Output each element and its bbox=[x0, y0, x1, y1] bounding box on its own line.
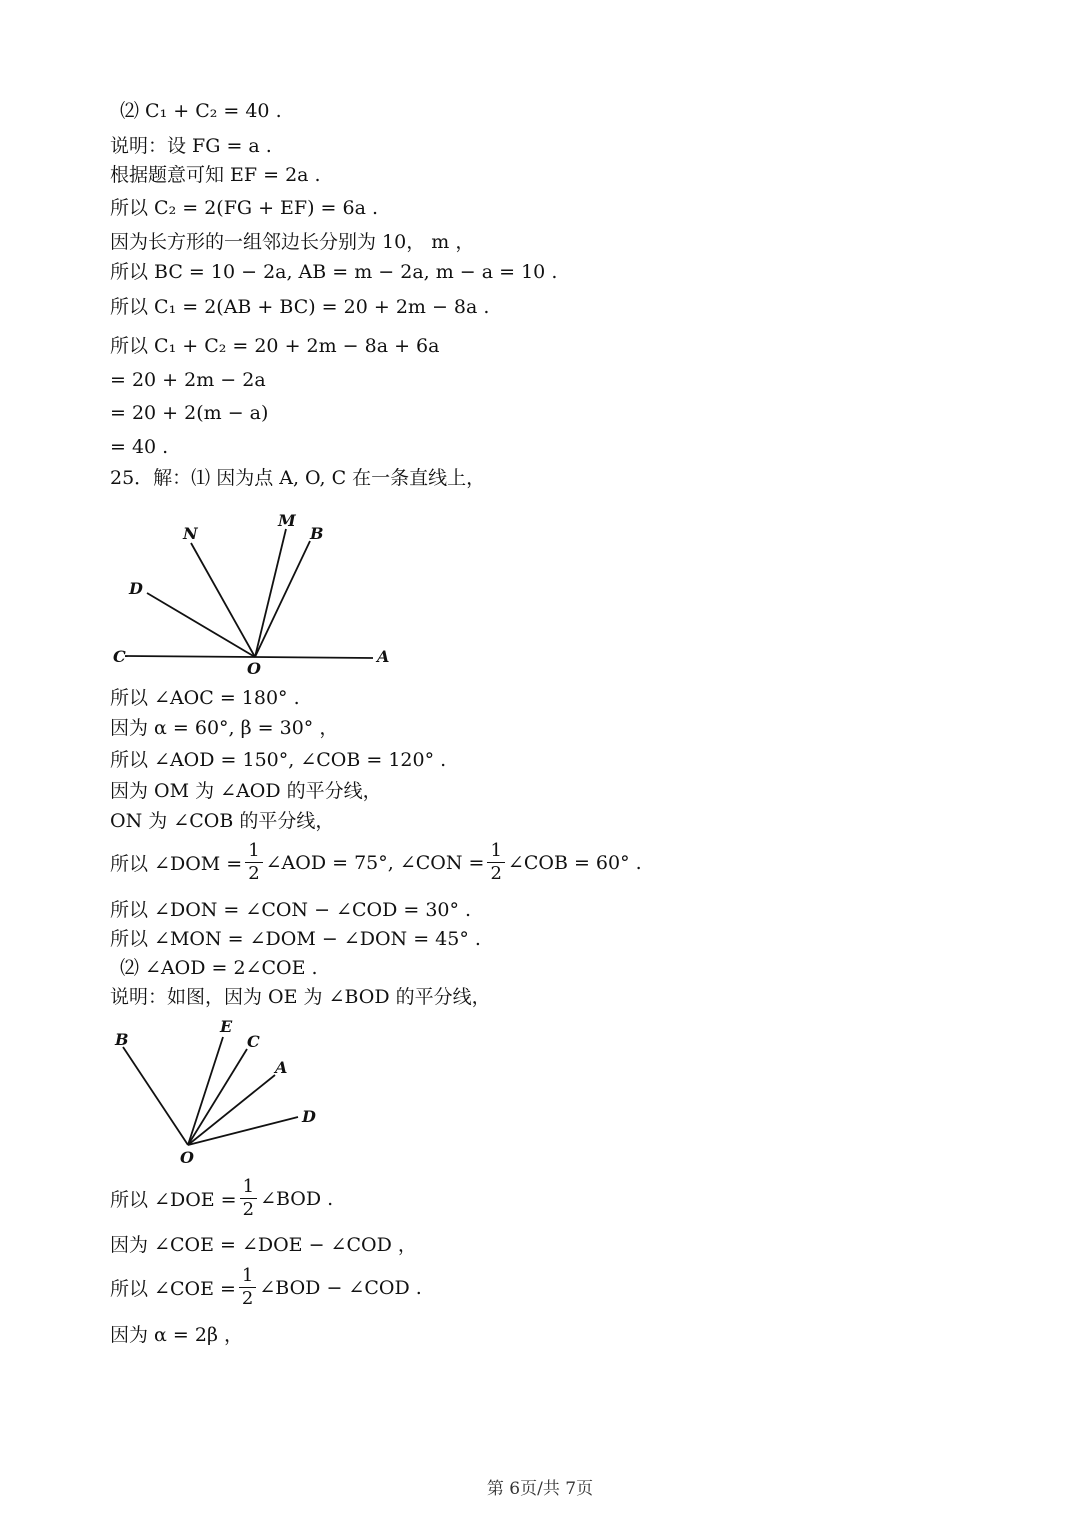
ray-OE bbox=[188, 1037, 223, 1145]
page-footer: 第 6页/共 7页 bbox=[486, 1479, 594, 1499]
ray-OB bbox=[123, 1047, 188, 1145]
text: ∠BOD − ∠COD . bbox=[259, 1276, 422, 1299]
label-O: O bbox=[180, 1148, 194, 1167]
label-A: A bbox=[275, 1058, 288, 1077]
text-line: 因为 ∠COE = ∠DOE − ∠COD ， bbox=[110, 1234, 417, 1256]
text-line: 所以 ∠MON = ∠DOM − ∠DON = 45° . bbox=[110, 928, 481, 950]
ray-OB bbox=[255, 541, 310, 657]
ray-OD bbox=[147, 593, 255, 657]
text-line: 25．解：⑴ 因为点 A, O, C 在一条直线上， bbox=[110, 467, 486, 489]
fraction bbox=[239, 1265, 256, 1310]
fraction bbox=[240, 1176, 257, 1221]
text-line: 根据题意可知 EF = 2a . bbox=[110, 164, 321, 186]
fraction bbox=[245, 840, 262, 885]
denominator: 2 bbox=[242, 1199, 255, 1220]
text-line: 因为 α = 60°, β = 30° ， bbox=[110, 717, 339, 739]
label-A: A bbox=[377, 647, 390, 666]
text: 所以 ∠DOE = bbox=[110, 1189, 237, 1211]
text: ∠COB = 60° . bbox=[507, 851, 642, 874]
text-line: ⑵ ∠AOD = 2∠COE . bbox=[120, 957, 318, 979]
text: 所以 ∠DOM = bbox=[110, 853, 243, 875]
fraction bbox=[487, 840, 504, 885]
fraction-line bbox=[110, 1265, 422, 1310]
text-line: 说明：如图，因为 OE 为 ∠BOD 的平分线， bbox=[110, 986, 491, 1008]
label-E: E bbox=[220, 1017, 233, 1036]
label-B: B bbox=[310, 524, 324, 543]
text: ∠BOD . bbox=[260, 1187, 334, 1210]
text-line: 所以 ∠AOC = 180° . bbox=[110, 687, 300, 709]
numerator: 1 bbox=[240, 1176, 257, 1199]
text-line: 因为长方形的一组邻边长分别为 10， m ， bbox=[110, 231, 475, 253]
figure-angle-diagram-1 bbox=[105, 505, 405, 680]
text-line: = 40 . bbox=[110, 436, 169, 458]
ray-ON bbox=[191, 543, 255, 657]
fraction-line bbox=[110, 840, 642, 885]
label-O: O bbox=[247, 659, 261, 678]
fraction-line bbox=[110, 1176, 333, 1221]
ray-OM bbox=[255, 529, 286, 657]
text-line: = 20 + 2(m − a) bbox=[110, 402, 269, 424]
text-line: ⑵ C₁ + C₂ = 40 . bbox=[120, 100, 282, 122]
numerator: 1 bbox=[487, 840, 504, 863]
ray-OC bbox=[188, 1049, 247, 1145]
numerator: 1 bbox=[239, 1265, 256, 1288]
denominator: 2 bbox=[248, 863, 260, 884]
ray-OA bbox=[255, 657, 373, 658]
text: ∠AOD = 75°, ∠CON = bbox=[265, 851, 485, 874]
ray-OC bbox=[125, 656, 255, 657]
text-line: 所以 ∠DON = ∠CON − ∠COD = 30° . bbox=[110, 899, 472, 921]
label-C: C bbox=[247, 1032, 260, 1051]
text: 所以 ∠COE = bbox=[110, 1278, 236, 1300]
text-line: 所以 C₁ = 2(AB + BC) = 20 + 2m − 8a . bbox=[110, 296, 490, 318]
text-line: 因为 α = 2β ， bbox=[110, 1324, 243, 1346]
label-D: D bbox=[129, 579, 143, 598]
label-M: M bbox=[278, 511, 296, 530]
figure-angle-diagram-2 bbox=[105, 1015, 325, 1170]
numerator: 1 bbox=[245, 840, 262, 863]
text-line: = 20 + 2m − 2a bbox=[110, 369, 266, 391]
denominator: 2 bbox=[241, 1288, 254, 1309]
text-line: 因为 OM 为 ∠AOD 的平分线， bbox=[110, 780, 382, 802]
label-C: C bbox=[113, 647, 126, 666]
text-line: ON 为 ∠COB 的平分线， bbox=[110, 810, 335, 832]
denominator: 2 bbox=[490, 863, 502, 884]
label-B: B bbox=[115, 1030, 129, 1049]
text-line: 所以 BC = 10 − 2a, AB = m − 2a, m − a = 10 . bbox=[110, 261, 558, 283]
text-line: 所以 C₂ = 2(FG + EF) = 6a . bbox=[110, 197, 379, 219]
label-N: N bbox=[183, 524, 198, 543]
text-line: 所以 C₁ + C₂ = 20 + 2m − 8a + 6a bbox=[110, 335, 440, 357]
label-D: D bbox=[302, 1107, 316, 1126]
text-line: 说明：设 FG = a . bbox=[110, 135, 272, 157]
text-line: 所以 ∠AOD = 150°, ∠COB = 120° . bbox=[110, 749, 447, 771]
